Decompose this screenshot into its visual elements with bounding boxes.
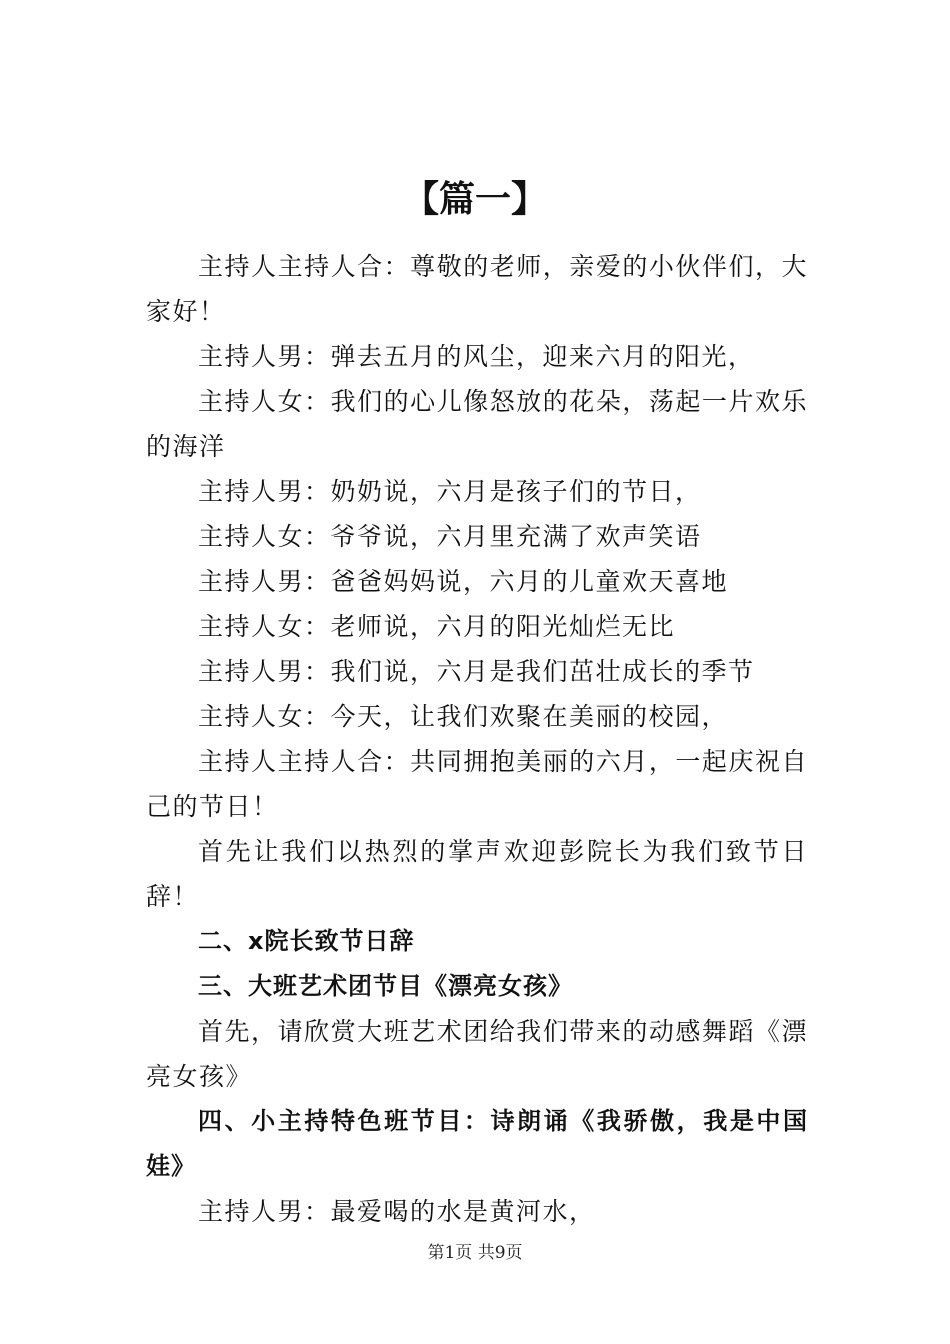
paragraph: 主持人男：奶奶说，六月是孩子们的节日， [198,477,702,506]
paragraph: 主持人女：今天，让我们欢聚在美丽的校园， [198,702,729,731]
paragraph: 主持人女：我们的心儿像怒放的花朵，荡起一片欢乐的海洋 [146,387,808,461]
paragraph: 主持人男：最爱喝的水是黄河水， [198,1197,596,1226]
paragraph: 首先让我们以热烈的掌声欢迎彭院长为我们致节日辞！ [146,837,808,911]
section-heading: 四、小主持特色班节目：诗朗诵《我骄傲，我是中国娃》 [146,1107,808,1180]
paragraph: 首先，请欣赏大班艺术团给我们带来的动感舞蹈《漂亮女孩》 [146,1017,808,1091]
paragraph: 主持人女：老师说，六月的阳光灿烂无比 [198,612,676,641]
paragraph: 主持人男：爸爸妈妈说，六月的儿童欢天喜地 [198,567,729,596]
page-footer: 第1页 共9页 [427,1243,523,1263]
paragraph: 主持人男：弹去五月的风尘，迎来六月的阳光， [198,342,755,371]
paragraph: 主持人女：爷爷说，六月里充满了欢声笑语 [198,522,702,551]
section-heading: 二、x院长致节日辞 [198,927,415,955]
section-heading: 三、大班艺术团节目《漂亮女孩》 [198,972,573,1000]
paragraph: 主持人主持人合：尊敬的老师，亲爱的小伙伴们，大家好！ [146,252,808,326]
paragraph: 主持人男：我们说，六月是我们茁壮成长的季节 [198,657,755,686]
document-body [146,244,808,1234]
paragraph: 主持人主持人合：共同拥抱美丽的六月，一起庆祝自己的节日！ [146,747,808,821]
document-title: 【篇一】 [402,179,547,220]
